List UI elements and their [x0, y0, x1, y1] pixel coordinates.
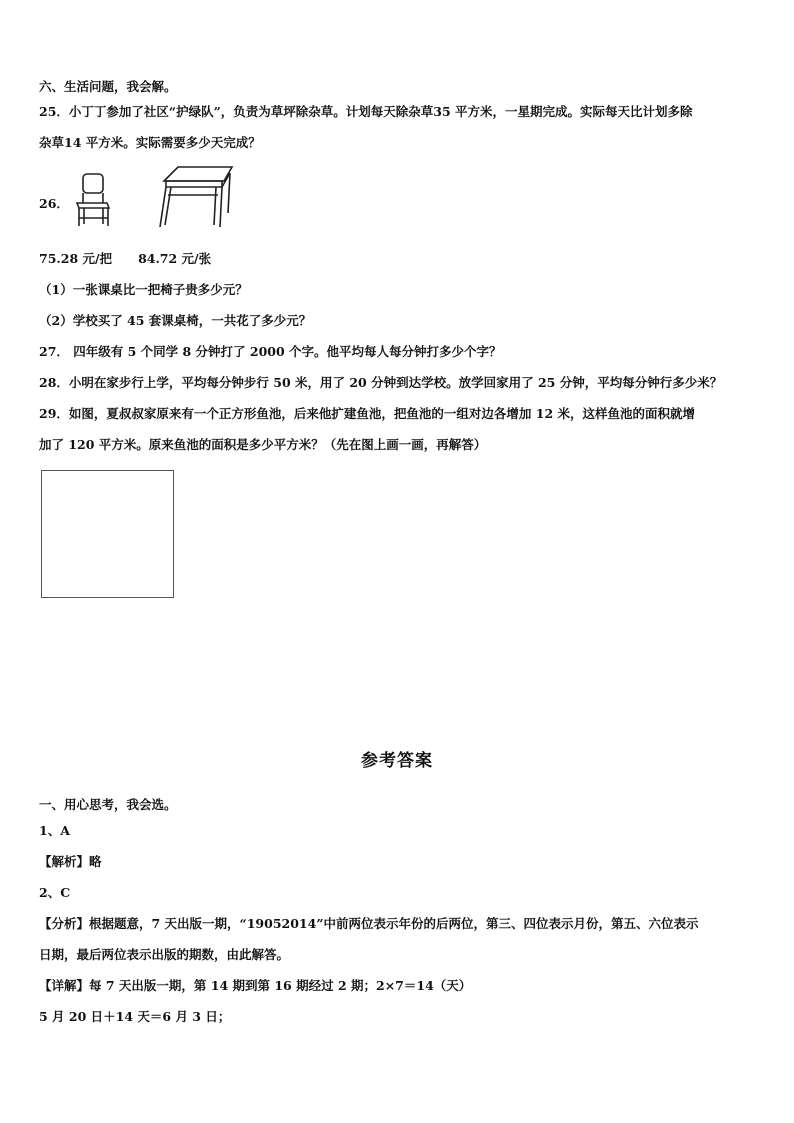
answer-2-analysis-line-2: 日期，最后两位表示出版的期数，由此解答。: [39, 947, 290, 962]
desk-illustration: [156, 165, 234, 229]
answer-title: 参考答案: [361, 751, 433, 771]
chair-illustration: [73, 172, 113, 228]
answer-2: 2、C: [39, 885, 71, 900]
question-27: 27． 四年级有 5 个同学 8 分钟打了 2000 个字。他平均每人每分钟打多少个字？: [39, 344, 502, 359]
question-25-line-2: 杂草14 平方米。实际需要多少天完成？: [39, 135, 261, 150]
answer-1-analysis: 【解析】略: [39, 854, 102, 869]
price-row: [39, 251, 211, 267]
question-29-line-2: 加了 120 平方米。原来鱼池的面积是多少平方米？（先在图上画一画，再解答）: [39, 437, 487, 452]
question-26-part-1: （1）一张课桌比一把椅子贵多少元？: [39, 282, 248, 297]
answer-2-detail: 【详解】每 7 天出版一期，第 14 期到第 16 期经过 2 期；2×7＝14（天）: [39, 978, 472, 993]
answer-1: 1、A: [39, 823, 70, 838]
desk-price: 84.72 元/张: [138, 251, 212, 266]
answer-2-analysis-line-1: 【分析】根据题意，7 天出版一期，“19052014”中前两位表示年份的后两位，第三、四位表示月份，第五、六位表示: [39, 916, 699, 931]
question-26-part-2: （2）学校买了 45 套课桌椅，一共花了多少元？: [39, 313, 312, 328]
question-28: 28．小明在家步行上学，平均每分钟步行 50 米，用了 20 分钟到达学校。放学回家用了 25 分钟，平均每分钟行多少米？: [39, 375, 723, 390]
section6-heading: 六、生活问题，我会解。: [39, 79, 177, 94]
question-25-line-1: 25．小丁丁参加了社区“护绿队”，负责为草坪除杂草。计划每天除杂草35 平方米，一星期完成。实际每天比计划多除: [39, 104, 693, 119]
chair-price: 75.28 元/把: [39, 251, 113, 266]
question-29-line-1: 29．如图，夏叔叔家原来有一个正方形鱼池，后来他扩建鱼池，把鱼池的一组对边各增加 12 米，这样鱼池的面积就增: [39, 406, 695, 421]
answer-section-1-heading: 一、用心思考，我会选。: [39, 797, 177, 812]
answer-2-date: 5 月 20 日＋14 天＝6 月 3 日；: [39, 1009, 231, 1024]
square-pond-figure: [41, 470, 174, 598]
question-26-number: 26．: [39, 196, 69, 211]
